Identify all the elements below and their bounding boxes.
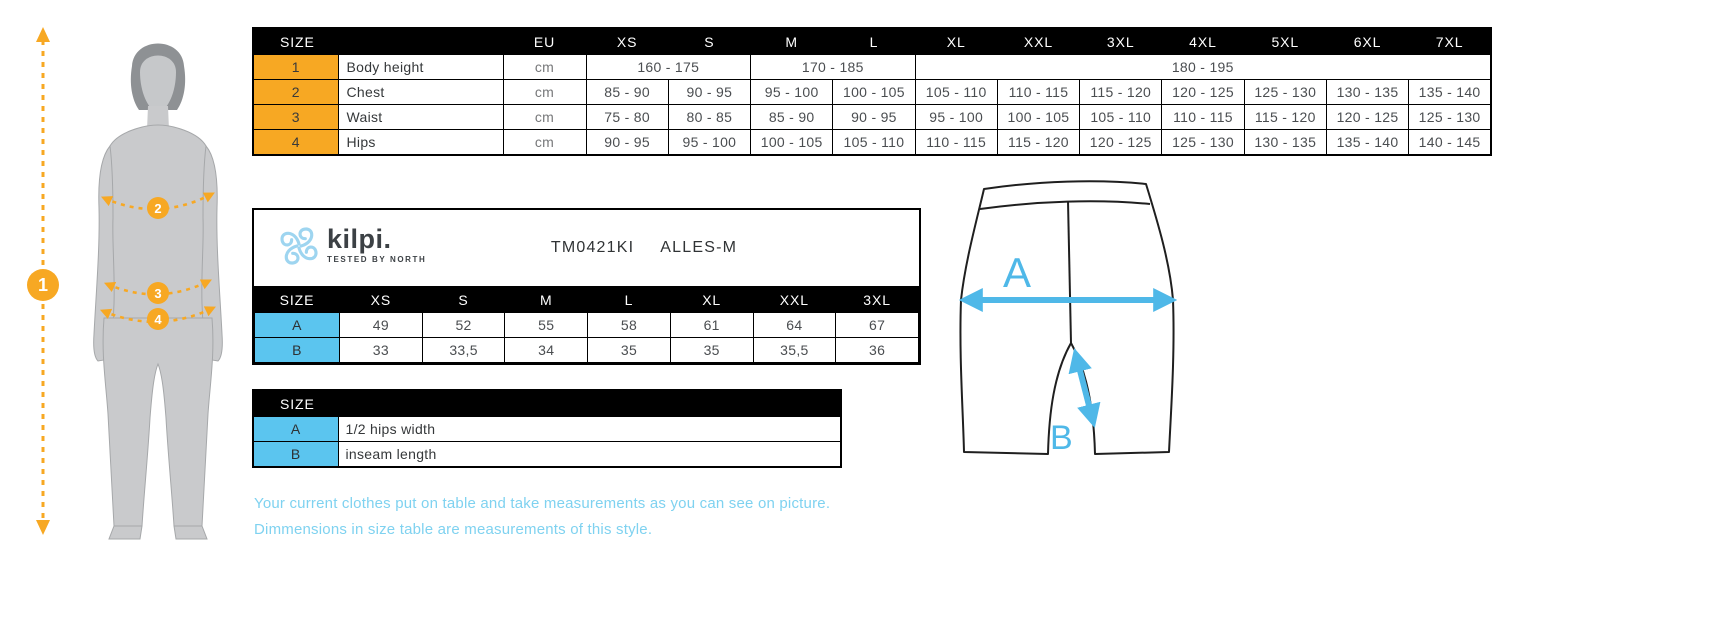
marker-3-label: 3 [154, 286, 162, 301]
waist-row [253, 105, 1491, 130]
product-code: TM0421KI [550, 239, 635, 256]
brand-name: kilpi. [327, 224, 392, 254]
col-header-m: M [751, 28, 833, 55]
col-header-xxl: XXL [997, 28, 1079, 55]
note-line-1: Your current clothes put on table and take measurements as you can see on picture. [254, 495, 831, 512]
range-cell: 85 - 90 [751, 105, 833, 130]
shorts-diagram [948, 175, 1188, 467]
legend-desc-cell: inseam length [338, 442, 841, 468]
value-cell: 35 [670, 338, 753, 363]
chest-row [253, 80, 1491, 105]
col-header-eu: EU [503, 28, 586, 55]
row-label-cell: Body height [338, 55, 503, 80]
measure-label-cell: A [255, 313, 340, 338]
marker-4-label: 4 [154, 312, 162, 327]
product-name: ALLES-M [660, 239, 738, 256]
range-cell: 115 - 120 [997, 130, 1079, 156]
col-header-6xl: 6XL [1326, 28, 1408, 55]
product-measurements-table [254, 286, 919, 363]
col-header-5xl: 5XL [1244, 28, 1326, 55]
range-cell: 105 - 110 [833, 130, 915, 156]
size-chart-table [252, 27, 1492, 156]
p-col-header-m: M [505, 287, 588, 313]
measurement-legend-table [252, 389, 842, 468]
range-cell: 120 - 125 [1080, 130, 1162, 156]
range-cell: 105 - 110 [1080, 105, 1162, 130]
measure-b-row [255, 338, 919, 363]
legend-header-row [253, 390, 841, 417]
product-title [369, 210, 919, 286]
product-header-row [255, 287, 919, 313]
value-cell: 67 [836, 313, 919, 338]
measure-a-row [255, 313, 919, 338]
row-num-cell: 1 [253, 55, 338, 80]
range-cell: 120 - 125 [1326, 105, 1408, 130]
range-cell: 100 - 105 [833, 80, 915, 105]
legend-row-b [253, 442, 841, 468]
value-cell: 61 [670, 313, 753, 338]
range-cell: 80 - 85 [668, 105, 750, 130]
range-cell: 180 - 195 [915, 55, 1491, 80]
marker-2-label: 2 [154, 201, 162, 216]
range-cell: 140 - 145 [1409, 130, 1491, 156]
row-label-cell: Hips [338, 130, 503, 156]
product-size-box [252, 208, 921, 365]
unit-cell: cm [503, 80, 586, 105]
marker-1-label: 1 [37, 275, 49, 295]
row-num-cell: 2 [253, 80, 338, 105]
col-header-xl: XL [915, 28, 997, 55]
range-cell: 100 - 105 [751, 130, 833, 156]
range-cell: 160 - 175 [586, 55, 751, 80]
value-cell: 55 [505, 313, 588, 338]
col-header-7xl: 7XL [1409, 28, 1491, 55]
range-cell: 125 - 130 [1409, 105, 1491, 130]
row-num-cell: 3 [253, 105, 338, 130]
p-col-header-3xl: 3XL [836, 287, 919, 313]
col-header-size: SIZE [253, 28, 503, 55]
p-col-header-s: S [422, 287, 505, 313]
p-col-header-xl: XL [670, 287, 753, 313]
inseam-arrow [1076, 355, 1093, 421]
legend-row-a [253, 417, 841, 442]
legend-header-size: SIZE [253, 390, 841, 417]
col-header-s: S [668, 28, 750, 55]
range-cell: 90 - 95 [833, 105, 915, 130]
p-col-header-l: L [588, 287, 671, 313]
unit-cell: cm [503, 55, 586, 80]
range-cell: 110 - 115 [1162, 105, 1244, 130]
width-label: A [1003, 249, 1032, 296]
range-cell: 115 - 120 [1244, 105, 1326, 130]
measure-label-cell: B [255, 338, 340, 363]
value-cell: 33 [340, 338, 423, 363]
hips-row [253, 130, 1491, 156]
inseam-label: B [1050, 419, 1073, 457]
range-cell: 130 - 135 [1244, 130, 1326, 156]
kilpi-knot-icon [278, 225, 320, 267]
range-cell: 170 - 185 [751, 55, 916, 80]
range-cell: 125 - 130 [1244, 80, 1326, 105]
row-label-cell: Chest [338, 80, 503, 105]
row-num-cell: 4 [253, 130, 338, 156]
col-header-4xl: 4XL [1162, 28, 1244, 55]
range-cell: 120 - 125 [1162, 80, 1244, 105]
p-col-header-xxl: XXL [753, 287, 836, 313]
value-cell: 36 [836, 338, 919, 363]
legend-label-cell: A [253, 417, 338, 442]
range-cell: 110 - 115 [915, 130, 997, 156]
value-cell: 34 [505, 338, 588, 363]
value-cell: 35,5 [753, 338, 836, 363]
range-cell: 95 - 100 [915, 105, 997, 130]
range-cell: 90 - 95 [668, 80, 750, 105]
range-cell: 115 - 120 [1080, 80, 1162, 105]
legend-desc-cell: 1/2 hips width [338, 417, 841, 442]
shorts-outline [960, 181, 1173, 454]
row-label-cell: Waist [338, 105, 503, 130]
col-header-l: L [833, 28, 915, 55]
value-cell: 49 [340, 313, 423, 338]
col-header-xs: XS [586, 28, 668, 55]
note-line-2: Dimmensions in size table are measurements of this style. [254, 521, 653, 538]
range-cell: 95 - 100 [668, 130, 750, 156]
range-cell: 135 - 140 [1326, 130, 1408, 156]
body-measurement-figure [6, 22, 246, 544]
range-cell: 110 - 115 [997, 80, 1079, 105]
p-col-header-xs: XS [340, 287, 423, 313]
size-chart-header-row [253, 28, 1491, 55]
range-cell: 135 - 140 [1409, 80, 1491, 105]
brand-tagline: TESTED BY NORTH [327, 255, 427, 265]
range-cell: 90 - 95 [586, 130, 668, 156]
p-col-header-size: SIZE [255, 287, 340, 313]
range-cell: 95 - 100 [751, 80, 833, 105]
range-cell: 130 - 135 [1326, 80, 1408, 105]
value-cell: 58 [588, 313, 671, 338]
unit-cell: cm [503, 105, 586, 130]
range-cell: 100 - 105 [997, 105, 1079, 130]
value-cell: 52 [422, 313, 505, 338]
col-header-3xl: 3XL [1080, 28, 1162, 55]
value-cell: 33,5 [422, 338, 505, 363]
measurement-notes [254, 491, 830, 543]
legend-label-cell: B [253, 442, 338, 468]
unit-cell: cm [503, 130, 586, 156]
value-cell: 35 [588, 338, 671, 363]
body-height-row [253, 55, 1491, 80]
product-header [254, 210, 919, 286]
range-cell: 75 - 80 [586, 105, 668, 130]
range-cell: 85 - 90 [586, 80, 668, 105]
range-cell: 125 - 130 [1162, 130, 1244, 156]
range-cell: 105 - 110 [915, 80, 997, 105]
value-cell: 64 [753, 313, 836, 338]
